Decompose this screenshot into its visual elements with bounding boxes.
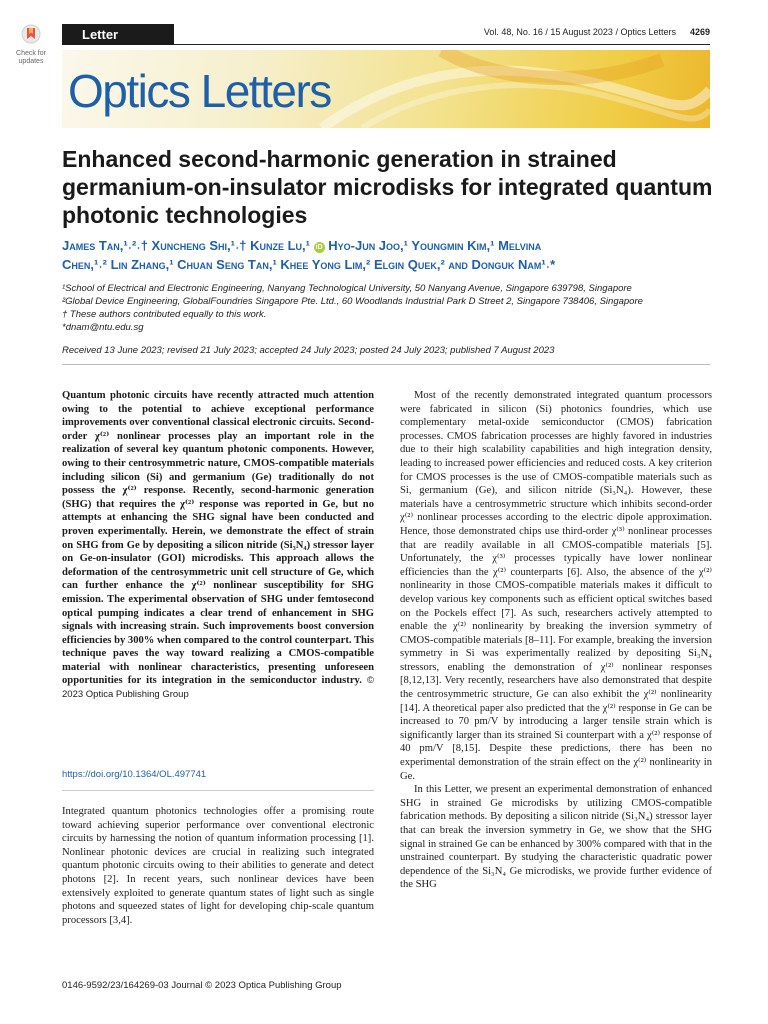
abstract xyxy=(62,389,374,702)
corresponding-email[interactable]: *dnam@ntu.edu.sg xyxy=(62,322,144,333)
right-paragraph-1: Most of the recently demonstrated integrated quantum processors were fabricated in silicon (Si) photonics foundries, which use complementary metal-oxide semiconductor (CMOS) fabrication processes. CMOS fabrication processes are highly favored in industries due to their high scalability capabilities and high integration density, leading to increased power efficiencies and reduced costs. A key criterion for CMOS processes is the use of CMOS-compatible materials such as Si, germanium (Ge), and silicon nitride (Si₃N₄). However, these materials have a centrosymmetric structure which inhibits second-order χ⁽²⁾ nonlinear processes according to the electric dipole approximation. Hence, those demonstrated chips use third-order χ⁽³⁾ nonlinear processes that are readily available in all CMOS-compatible materials [5]. Unfortunately, the χ⁽³⁾ processes typically have lower nonlinear efficiencies than the χ⁽²⁾ counterparts [6]. Also, the absence of the χ⁽²⁾ nonlinearity in those CMOS-compatible materials makes it difficult to develop various key components such as efficient optical switches based on the Pockels effect [7]. As such, researchers actively attempted to enable the χ⁽²⁾ nonlinearity by breaking the inversion symmetry of CMOS-compatible materials [8–11]. For example, breaking the inversion symmetry in Si was experimentally realized by depositing Si₃N₄ stressors, enabling the demonstration of χ⁽²⁾ nonlinear responses [8,12,13]. Very recently, researchers have also demonstrated that despite the centrosymmetric structure, Ge can also exhibit the χ⁽²⁾ nonlinearity [14]. A theoretical paper also predicted that the χ⁽²⁾ response in Ge can be increased to 70 pm/V by introducing a larger tensile strain which is significantly larger than its strained Si counterpart with a χ⁽²⁾ response of 40 pm/V [8,15]. Despite these predictions, there has been no experimental demonstration of the strain effect on the χ⁽²⁾ nonlinearity in Ge. xyxy=(400,390,712,782)
equal-contribution-note: † These authors contributed equally to this work. xyxy=(62,309,267,320)
copyright-notice: © 2023 Optica Publishing Group xyxy=(62,675,374,701)
affiliations xyxy=(62,282,722,334)
article-title: Enhanced second-harmonic generation in strained germanium-on-insulator microdisks for integrated quantum photonic technologies xyxy=(62,146,713,228)
author-list xyxy=(62,236,722,274)
right-paragraph-2: In this Letter, we present an experimental demonstration of enhanced SHG in strained Ge microdisks by utilizing CMOS-compatible fabrication methods. By depositing a silicon nitride (Si₃N₄) stressor layer that can break the inversion symmetry in Ge, we show that the SHG signal in strained Ge can be enhanced by 300% compared with that in the unstrained counterpart. By studying the characteristic quadratic power dependence of the Si₃N₄ Ge microdisks, we provide further evidence of the SHG xyxy=(400,784,712,891)
check-updates-line1: Check for xyxy=(16,50,46,57)
right-column xyxy=(400,389,712,892)
affiliation-1: ¹School of Electrical and Electronic Engineering, Nanyang Technological University, 50 Nanyang Avenue, Singapore 639798, Singapore xyxy=(62,283,632,294)
journal-name: Optics Letters xyxy=(68,65,331,117)
bookmark-icon xyxy=(20,24,42,48)
check-for-updates-badge[interactable] xyxy=(12,24,50,66)
journal-banner xyxy=(62,50,710,128)
orcid-icon[interactable]: iD xyxy=(315,244,323,251)
section-tag: Letter xyxy=(62,24,174,45)
authors-line1b: Hyo-Jun Joo,¹ Youngmin Kim,¹ Melvina xyxy=(328,238,542,253)
intro-paragraph xyxy=(62,805,374,927)
received-dates: Received 13 June 2023; revised 21 July 2023; accepted 24 July 2023; posted 24 July 2023; published 7 August 2023 xyxy=(62,345,555,356)
abstract-separator xyxy=(62,790,374,791)
divider xyxy=(62,364,710,365)
volume-text: Vol. 48, No. 16 / 15 August 2023 / Optics Letters xyxy=(483,27,676,37)
affiliation-2: ²Global Device Engineering, GlobalFoundries Singapore Pte. Ltd., 60 Woodlands Industrial Park D Street 2, Singapore 738406, Singapore xyxy=(62,296,643,307)
authors-line2: Chen,¹˒² Lin Zhang,¹ Chuan Seng Tan,¹ Khee Yong Lim,² Elgin Quek,² and Donguk Nam¹˒* xyxy=(62,257,556,272)
abstract-text: Quantum photonic circuits have recently attracted much attention owing to the potential to achieve exceptional performance improvements over conventional classical electronic circuits. Second-order χ⁽²⁾ nonlinear processes play an important role in the realization of several key quantum photonic components. However, owing to their centrosymmetric nature, CMOS-compatible materials including silicon (Si) and germanium (Ge) traditionally do not possess the χ⁽²⁾ response. Recently, second-harmonic generation (SHG) that requires the χ⁽²⁾ response was reported in Ge, but no attempts at enhancing the SHG signal have been conducted and proven experimentally. Herein, we demonstrate the effect of strain on SHG from Ge by depositing a silicon nitride (Si₃N₄) stressor layer on Ge-on-insulator (GOI) microdisks. This approach allows the deformation of the centrosymmetric unit cell structure of Ge, which can further enhance the χ⁽²⁾ nonlinear susceptibility for SHG emission. The experimental observation of SHG under femtosecond optical pumping indicates a clear trend of enhancement in SHG signals with increasing strain. Such improvements boost conversion efficiencies by 300% when compared to the control counterpart. This technique paves the way toward realizing a CMOS-compatible material with nonlinear characteristics, presenting unforeseen opportunities for its integration in the semiconductor industry. xyxy=(62,390,374,687)
header-bar xyxy=(62,24,710,45)
doi-link[interactable]: https://doi.org/10.1364/OL.497741 xyxy=(62,769,207,780)
footer: 0146-9592/23/164269-03 Journal © 2023 Optica Publishing Group xyxy=(62,980,342,991)
intro-text: Integrated quantum photonics technologies offer a promising route toward achieving superior performance over conventional electronic circuits by harnessing the notion of quantum information processing [1]. Nonlinear photonic devices are crucial in realizing such integrated quantum photonic circuits owing to their abilities to generate and detect photons [2]. In recent years, such nonlinear devices have been extensively exploited to generate quantum states of light such as single photons and squeezed states of light for developing chip-scale quantum processors [3,4]. xyxy=(62,806,374,926)
authors-line1: James Tan,¹˒²˒† Xuncheng Shi,¹˒† Kunze Lu,¹ xyxy=(62,238,314,253)
volume-info xyxy=(484,27,710,37)
page-number: 4269 xyxy=(689,27,710,37)
check-updates-line2: updates xyxy=(18,58,44,65)
